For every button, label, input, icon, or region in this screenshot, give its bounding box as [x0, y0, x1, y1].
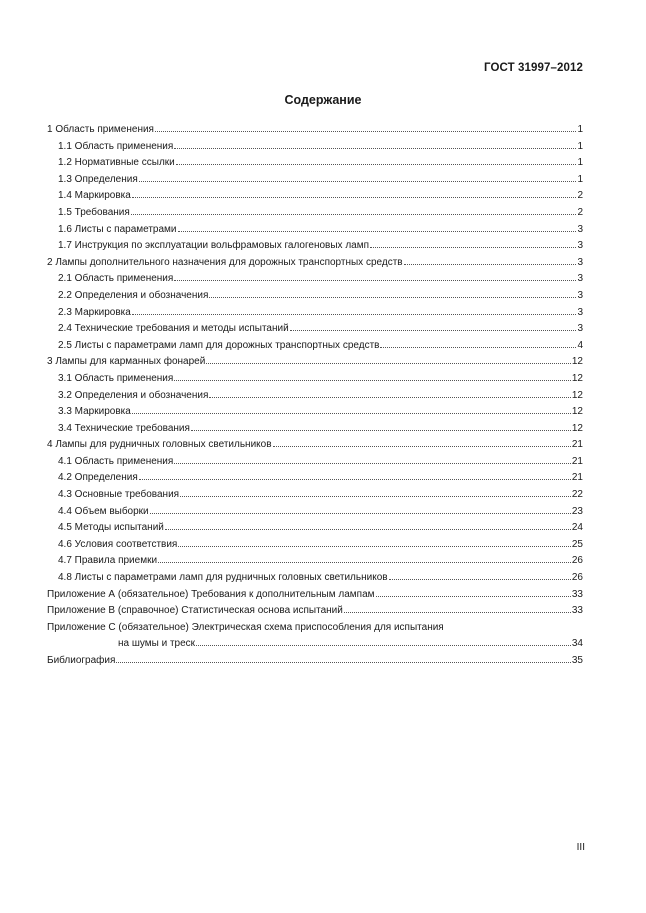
toc-entry-label: Библиография: [47, 655, 116, 666]
toc-leader-dots: [116, 653, 570, 663]
toc-entry-label: 4.8 Листы с параметрами ламп для рудничных головных светильников: [58, 572, 388, 584]
toc-leader-dots: [139, 172, 576, 182]
toc-entry[interactable]: [47, 271, 583, 288]
toc-entry-label: 2.2 Определения и обозначения: [58, 289, 209, 301]
toc-leader-dots: [132, 305, 576, 315]
toc-entry[interactable]: [47, 371, 583, 388]
toc-entry[interactable]: [47, 553, 583, 570]
toc-leader-dots: [404, 255, 576, 265]
toc-entry-page: 12: [571, 389, 583, 401]
toc-entry-label: 4.1 Область применения: [58, 455, 174, 467]
toc-entry-label: 3 Лампы для карманных фонарей: [47, 356, 206, 368]
toc-entry-label: 2.4 Технические требования и методы испытаний: [58, 323, 289, 335]
toc-entry[interactable]: [47, 122, 583, 139]
toc-entry-label: 3.3 Маркировка: [58, 406, 131, 418]
toc-entry-label: 1.3 Определения: [58, 173, 138, 185]
toc-leader-dots: [131, 205, 576, 215]
toc-entry-page: 33: [571, 605, 583, 617]
toc-entry-page: 21: [571, 439, 583, 451]
toc-entry[interactable]: [47, 205, 583, 222]
toc-entry[interactable]: [47, 454, 583, 471]
toc-entry[interactable]: [47, 172, 583, 189]
toc-leader-dots: [174, 454, 571, 464]
toc-entry-label: 1 Область применения: [47, 124, 154, 135]
toc-entry-page: 3: [577, 273, 583, 285]
toc-entry-label: 1.1 Область применения: [58, 140, 174, 152]
toc-entry-label: 1.6 Листы с параметрами: [58, 223, 177, 235]
toc-entry-page: 21: [571, 455, 583, 467]
toc-leader-dots: [174, 139, 576, 149]
toc-entry-label: 1.7 Инструкция по эксплуатации вольфрамовых галогеновых ламп: [58, 240, 370, 252]
toc-entry[interactable]: [47, 305, 583, 322]
toc-entry[interactable]: [47, 570, 583, 587]
toc-entry[interactable]: [47, 155, 583, 172]
toc-leader-dots: [174, 371, 571, 381]
toc-leader-dots: [180, 487, 571, 497]
toc-leader-dots: [165, 520, 571, 530]
toc-entry[interactable]: [47, 404, 583, 421]
toc-entry-label: 3.4 Технические требования: [58, 422, 190, 434]
toc-leader-dots: [389, 570, 571, 580]
document-code: ГОСТ 31997–2012: [483, 62, 583, 74]
toc-entry-label: 2.5 Листы с параметрами ламп для дорожных транспортных средств: [58, 339, 380, 351]
toc-leader-dots: [290, 321, 576, 331]
toc-entry-label: Приложение В (справочное) Статистическая основа испытаний: [47, 605, 343, 617]
toc-entry-label: 2.1 Область применения: [58, 273, 174, 285]
toc-entry-label: 4.7 Правила приемки: [58, 555, 158, 567]
toc-entry-page: 22: [571, 489, 583, 501]
toc-entry[interactable]: [47, 421, 583, 438]
toc-leader-dots: [380, 338, 576, 348]
toc-entry-page: 33: [571, 588, 583, 600]
toc-entry-page: 4: [577, 339, 583, 351]
toc-entry-label: 4.3 Основные требования: [58, 489, 180, 501]
toc-entry-label: 3.2 Определения и обозначения: [58, 389, 209, 401]
toc-entry-page: 3: [577, 306, 583, 318]
toc-entry-label: Приложение С (обязательное) Электрическая схема приспособления для испытания: [47, 621, 444, 633]
toc-entry[interactable]: [47, 504, 583, 521]
toc-entry-page: 3: [577, 323, 583, 335]
toc-entry-label: 4.2 Определения: [58, 472, 138, 484]
toc-entry[interactable]: [47, 537, 583, 554]
toc-entry-page: 1: [577, 140, 583, 152]
toc-entry-label: 3.1 Область применения: [58, 372, 174, 384]
toc-title: Содержание: [284, 93, 362, 107]
toc-entry[interactable]: [47, 288, 583, 305]
toc-entry-label: 1.4 Маркировка: [58, 190, 131, 202]
toc-entry-label: 2.3 Маркировка: [58, 306, 131, 318]
toc-entry[interactable]: [47, 636, 583, 653]
toc-entry[interactable]: [47, 487, 583, 504]
toc-entry-label: 4 Лампы для рудничных головных светильников: [47, 439, 272, 451]
toc-leader-dots: [158, 553, 571, 563]
toc-entry[interactable]: [47, 139, 583, 156]
toc-entry-page: 3: [577, 256, 583, 268]
toc-entry-label: 4.4 Объем выборки: [58, 505, 149, 517]
toc-leader-dots: [178, 222, 576, 232]
toc-entry-page: 3: [577, 289, 583, 301]
toc-entry[interactable]: [47, 238, 583, 255]
toc-entry-page: 26: [571, 555, 583, 567]
toc-entry[interactable]: [47, 354, 583, 371]
toc-leader-dots: [178, 537, 571, 547]
toc-entry[interactable]: [47, 222, 583, 239]
toc-leader-dots: [150, 504, 571, 514]
toc-entry-page: 34: [571, 638, 583, 650]
toc-entry[interactable]: [47, 321, 583, 338]
toc-entry[interactable]: [47, 520, 583, 537]
toc-entry-page: 12: [571, 372, 583, 384]
toc-entry[interactable]: [47, 620, 583, 637]
toc-leader-dots: [132, 188, 576, 198]
toc-entry-page: 2: [577, 206, 583, 218]
toc-leader-dots: [155, 122, 576, 132]
toc-entry-label: Приложение А (обязательное) Требования к дополнительным лампам: [47, 588, 375, 600]
toc-entry-page: 26: [571, 572, 583, 584]
toc-entry[interactable]: [47, 338, 583, 355]
toc-leader-dots: [191, 421, 571, 431]
toc-entry-page: 2: [577, 190, 583, 202]
toc-entry-label: на шумы и треск: [118, 638, 196, 650]
table-of-contents: [47, 122, 583, 670]
toc-entry[interactable]: [47, 653, 583, 670]
toc-entry-page: 12: [571, 406, 583, 418]
toc-leader-dots: [344, 603, 571, 613]
toc-entry[interactable]: [47, 587, 583, 604]
toc-entry-page: 1: [577, 124, 583, 135]
toc-entry[interactable]: [47, 470, 583, 487]
toc-leader-dots: [174, 271, 576, 281]
toc-entry-page: 25: [571, 538, 583, 550]
toc-entry-page: 3: [577, 223, 583, 235]
page-number: III: [576, 842, 585, 853]
toc-leader-dots: [209, 388, 570, 398]
toc-leader-dots: [209, 288, 576, 298]
toc-leader-dots: [273, 437, 571, 447]
toc-entry-page: 12: [571, 422, 583, 434]
toc-entry[interactable]: [47, 388, 583, 405]
toc-entry-label: 2 Лампы дополнительного назначения для дорожных транспортных средств: [47, 256, 403, 268]
toc-entry-page: 12: [571, 356, 583, 368]
toc-entry[interactable]: [47, 255, 583, 272]
toc-leader-dots: [376, 587, 571, 597]
toc-entry-page: 21: [571, 472, 583, 484]
toc-entry-label: 1.2 Нормативные ссылки: [58, 157, 175, 169]
toc-leader-dots: [206, 354, 571, 364]
toc-leader-dots: [132, 404, 571, 414]
toc-entry-label: 4.5 Методы испытаний: [58, 522, 164, 534]
toc-entry-label: 4.6 Условия соответствия: [58, 538, 178, 550]
toc-entry-page: 1: [577, 157, 583, 169]
toc-entry-page: 1: [577, 173, 583, 185]
toc-leader-dots: [370, 238, 576, 248]
toc-entry[interactable]: [47, 188, 583, 205]
toc-entry[interactable]: [47, 437, 583, 454]
toc-entry-label: 1.5 Требования: [58, 206, 130, 218]
toc-entry-page: 24: [571, 522, 583, 534]
toc-entry-page: 23: [571, 505, 583, 517]
toc-leader-dots: [196, 636, 571, 646]
toc-entry-page: 35: [571, 655, 583, 666]
toc-entry-page: 3: [577, 240, 583, 252]
toc-entry[interactable]: [47, 603, 583, 620]
toc-leader-dots: [176, 155, 576, 165]
toc-leader-dots: [139, 470, 571, 480]
